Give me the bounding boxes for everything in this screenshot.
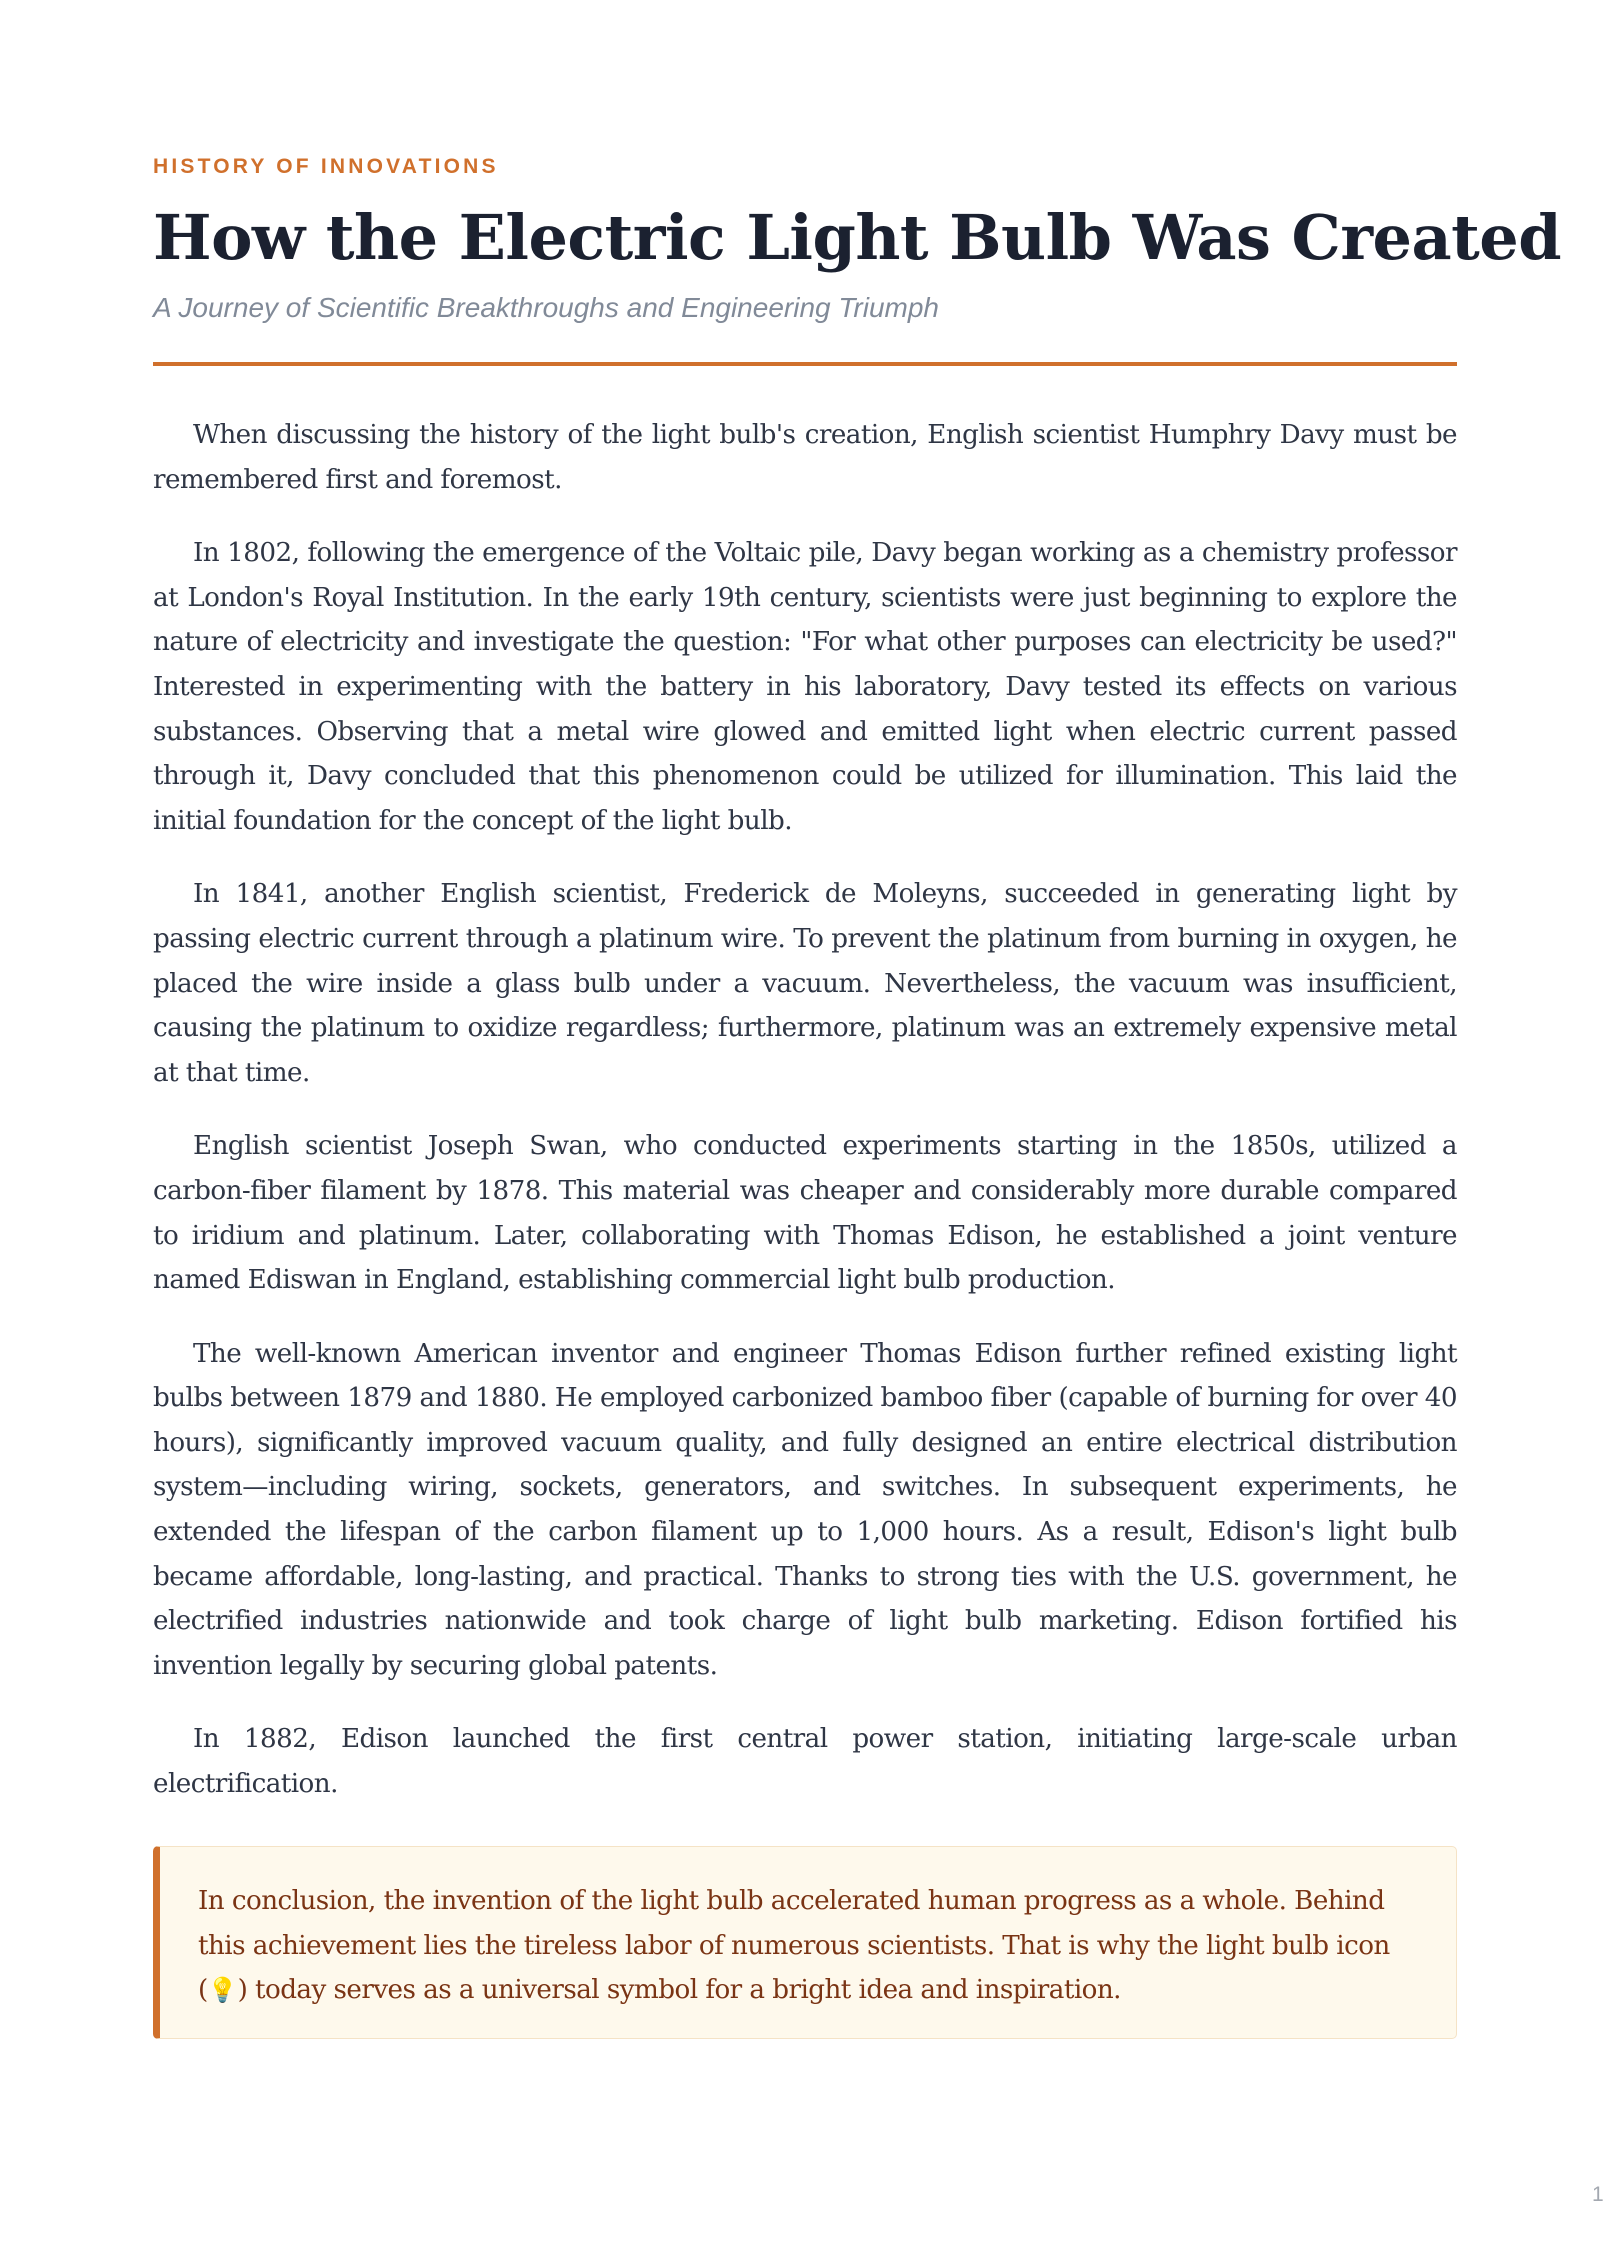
page-subtitle: A Journey of Scientific Breakthroughs and Engineering Triumph — [153, 292, 939, 323]
article-body — [153, 413, 1457, 1836]
page-number: 1 — [1592, 2183, 1604, 2206]
callout-text-before: In conclusion, the invention of the light bulb accelerated human progress as a whole. Behind this achievement lies the tireless labor of numerous scientists. That is why the light bulb icon ( — [198, 1886, 1390, 2006]
conclusion-callout — [153, 1846, 1457, 2039]
page-title: How the Electric Light Bulb Was Created — [153, 201, 1562, 274]
callout-text-after: ) today serves as a universal symbol for a bright idea and inspiration. — [237, 1975, 1121, 2006]
paragraph: In 1841, another English scientist, Frederick de Moleyns, succeeded in generating light by passing electric current through a platinum wire. To prevent the platinum from burning in oxygen, he placed the wire inside a glass bulb under a vacuum. Nevertheless, the vacuum was insufficient, causing the platinum to oxidize regardless; furthermore, platinum was an extremely expensive metal at that time. — [153, 879, 1457, 1088]
paragraph: English scientist Joseph Swan, who conducted experiments starting in the 1850s, utilized a carbon-fiber filament by 1878. This material was cheaper and considerably more durable compared to iridium and platinum. Later, collaborating with Thomas Edison, he established a joint venture named Ediswan in England, establishing commercial light bulb production. — [153, 1131, 1457, 1296]
callout-text — [198, 1879, 1398, 2013]
section-kicker: HISTORY OF INNOVATIONS — [153, 155, 499, 178]
paragraph: The well-known American inventor and engineer Thomas Edison further refined existing light bulbs between 1879 and 1880. He employed carbonized bamboo fiber (capable of burning for over 40 hours), significantly improved vacuum quality, and fully designed an entire electrical distribution system—including wiring, sockets, generators, and switches. In subsequent experiments, he extended the lifespan of the carbon filament up to 1,000 hours. As a result, Edison's light bulb became affordable, long-lasting, and practical. Thanks to strong ties with the U.S. government, he electrified industries nationwide and took charge of light bulb marketing. Edison fortified his invention legally by securing global patents. — [153, 1338, 1457, 1681]
light-bulb-icon: 💡 — [207, 1976, 238, 2005]
paragraph: In 1882, Edison launched the first central power station, initiating large-scale urban electrification. — [153, 1724, 1457, 1800]
header-divider — [153, 362, 1457, 366]
paragraph: In 1802, following the emergence of the Voltaic pile, Davy began working as a chemistry professor at London's Royal Institution. In the early 19th century, scientists were just beginning to explore the nature of electricity and investigate the question: "For what other purposes can electricity be used?" Interested in experimenting with the battery in his laboratory, Davy tested its effects on various substances. Observing that a metal wire glowed and emitted light when electric current passed through it, Davy concluded that this phenomenon could be utilized for illumination. This laid the initial foundation for the concept of the light bulb. — [153, 538, 1457, 836]
paragraph: When discussing the history of the light bulb's creation, English scientist Humphry Davy must be remembered first and foremost. — [153, 420, 1457, 495]
